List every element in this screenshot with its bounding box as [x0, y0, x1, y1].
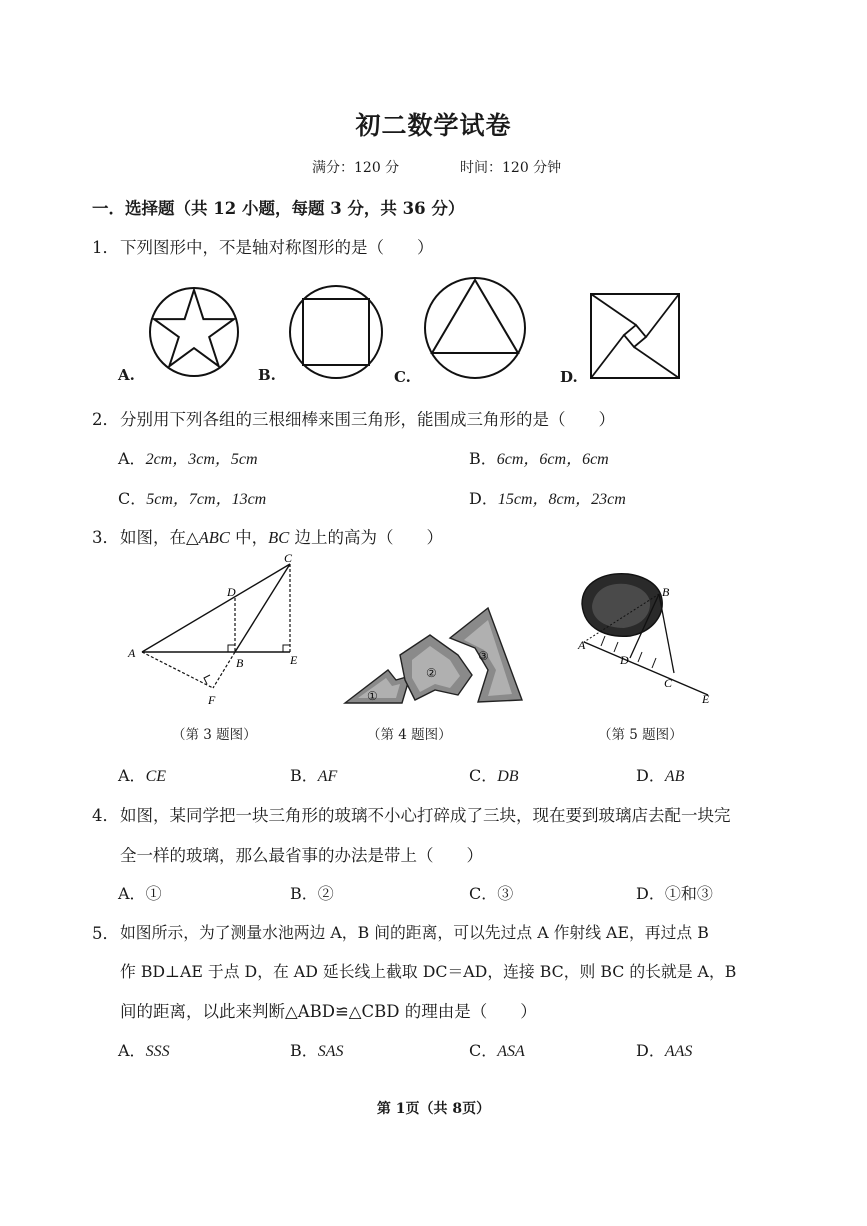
fig5-caption: （第 5 题图） — [598, 727, 683, 743]
q2-number: 2． — [92, 410, 119, 429]
fig4-piece-2: ② — [426, 666, 437, 680]
exam-time: 时间：120 分钟 — [460, 160, 562, 176]
fig3-triangle — [120, 552, 320, 712]
q5-text-line2: 作 BD⊥AE 于点 D，在 AD 延长线上截取 DC＝AD，连接 BC，则 BC 的长就是 A，B — [120, 962, 737, 981]
q5-option-a: A．SSS — [118, 1041, 170, 1060]
q4-option-d: D．①和③ — [636, 884, 713, 903]
fig3-label-b: B — [236, 656, 244, 670]
q2-option-a: A．2cm，3cm，5cm — [118, 449, 258, 468]
q1-text: 下列图形中，不是轴对称图形的是（ ） — [120, 238, 434, 257]
q5-text-line3: 间的距离，以此来判断△ABD≌△CBD 的理由是（ ） — [120, 1002, 537, 1021]
q3-number: 3． — [92, 528, 119, 547]
q4-option-a: A．① — [118, 884, 162, 903]
q1-figure-c — [423, 276, 527, 380]
fig5-label-e: E — [702, 692, 710, 706]
q1-number: 1． — [92, 238, 119, 257]
q5-option-b: B．SAS — [290, 1041, 344, 1060]
q1-option-c-label: C. — [394, 368, 411, 386]
q1-figure-d — [590, 293, 680, 379]
fig4-caption: （第 4 题图） — [367, 727, 452, 743]
q4-text-line1: 如图，某同学把一块三角形的玻璃不小心打碎成了三块，现在要到玻璃店去配一块完 — [120, 806, 731, 825]
q3-option-b: B．AF — [290, 766, 338, 785]
q4-option-c: C．③ — [469, 884, 514, 903]
fig3-label-f: F — [208, 693, 216, 707]
q4-option-b: B．② — [290, 884, 334, 903]
q1-option-d-label: D. — [560, 368, 578, 386]
fig5-pond — [570, 570, 720, 710]
q1-option-a-label: A. — [118, 366, 135, 384]
full-score: 满分：120 分 — [312, 160, 400, 176]
q4-text-line2: 全一样的玻璃，那么最省事的办法是带上（ ） — [120, 846, 483, 865]
fig4-piece-3: ③ — [478, 649, 489, 663]
q2-option-d: D．15cm，8cm，23cm — [469, 489, 626, 508]
q1-option-b-label: B. — [258, 366, 276, 384]
q2-text: 分别用下列各组的三根细棒来围三角形，能围成三角形的是（ ） — [120, 410, 615, 429]
q1-figure-a — [148, 286, 240, 378]
fig3-caption: （第 3 题图） — [172, 727, 257, 743]
fig4-glass-pieces — [340, 600, 530, 710]
fig5-label-c: C — [664, 676, 673, 690]
fig3-label-d: D — [227, 585, 236, 599]
q3-option-d: D．AB — [636, 766, 685, 785]
q2-option-b: B．6cm，6cm，6cm — [469, 449, 609, 468]
fig3-label-c: C — [284, 551, 293, 565]
q3-text: 如图，在△ABC 中，BC 边上的高为（ ） — [120, 528, 443, 547]
q2-option-c: C．5cm，7cm，13cm — [118, 489, 267, 508]
fig3-label-a: A — [128, 646, 136, 660]
q5-number: 5． — [92, 924, 119, 943]
q5-text-line1: 如图所示，为了测量水池两边 A，B 间的距离，可以先过点 A 作射线 AE，再过点 B — [120, 923, 709, 942]
fig5-label-b: B — [662, 585, 670, 599]
q3-option-a: A．CE — [118, 766, 167, 785]
fig5-label-a: A — [578, 638, 586, 652]
page-number: 第 1页（共 8页） — [376, 1101, 491, 1117]
page-title: 初二数学试卷 — [355, 111, 512, 140]
fig4-piece-1: ① — [367, 689, 378, 703]
q1-figure-b — [288, 284, 384, 380]
q3-option-c: C．DB — [469, 766, 519, 785]
fig5-label-d: D — [620, 653, 629, 667]
section-heading: 一．选择题（共 12 小题，每题 3 分，共 36 分） — [92, 199, 465, 218]
q4-number: 4． — [92, 806, 119, 825]
fig3-label-e: E — [290, 653, 298, 667]
q5-option-c: C．ASA — [469, 1041, 525, 1060]
q5-option-d: D．AAS — [636, 1041, 693, 1060]
